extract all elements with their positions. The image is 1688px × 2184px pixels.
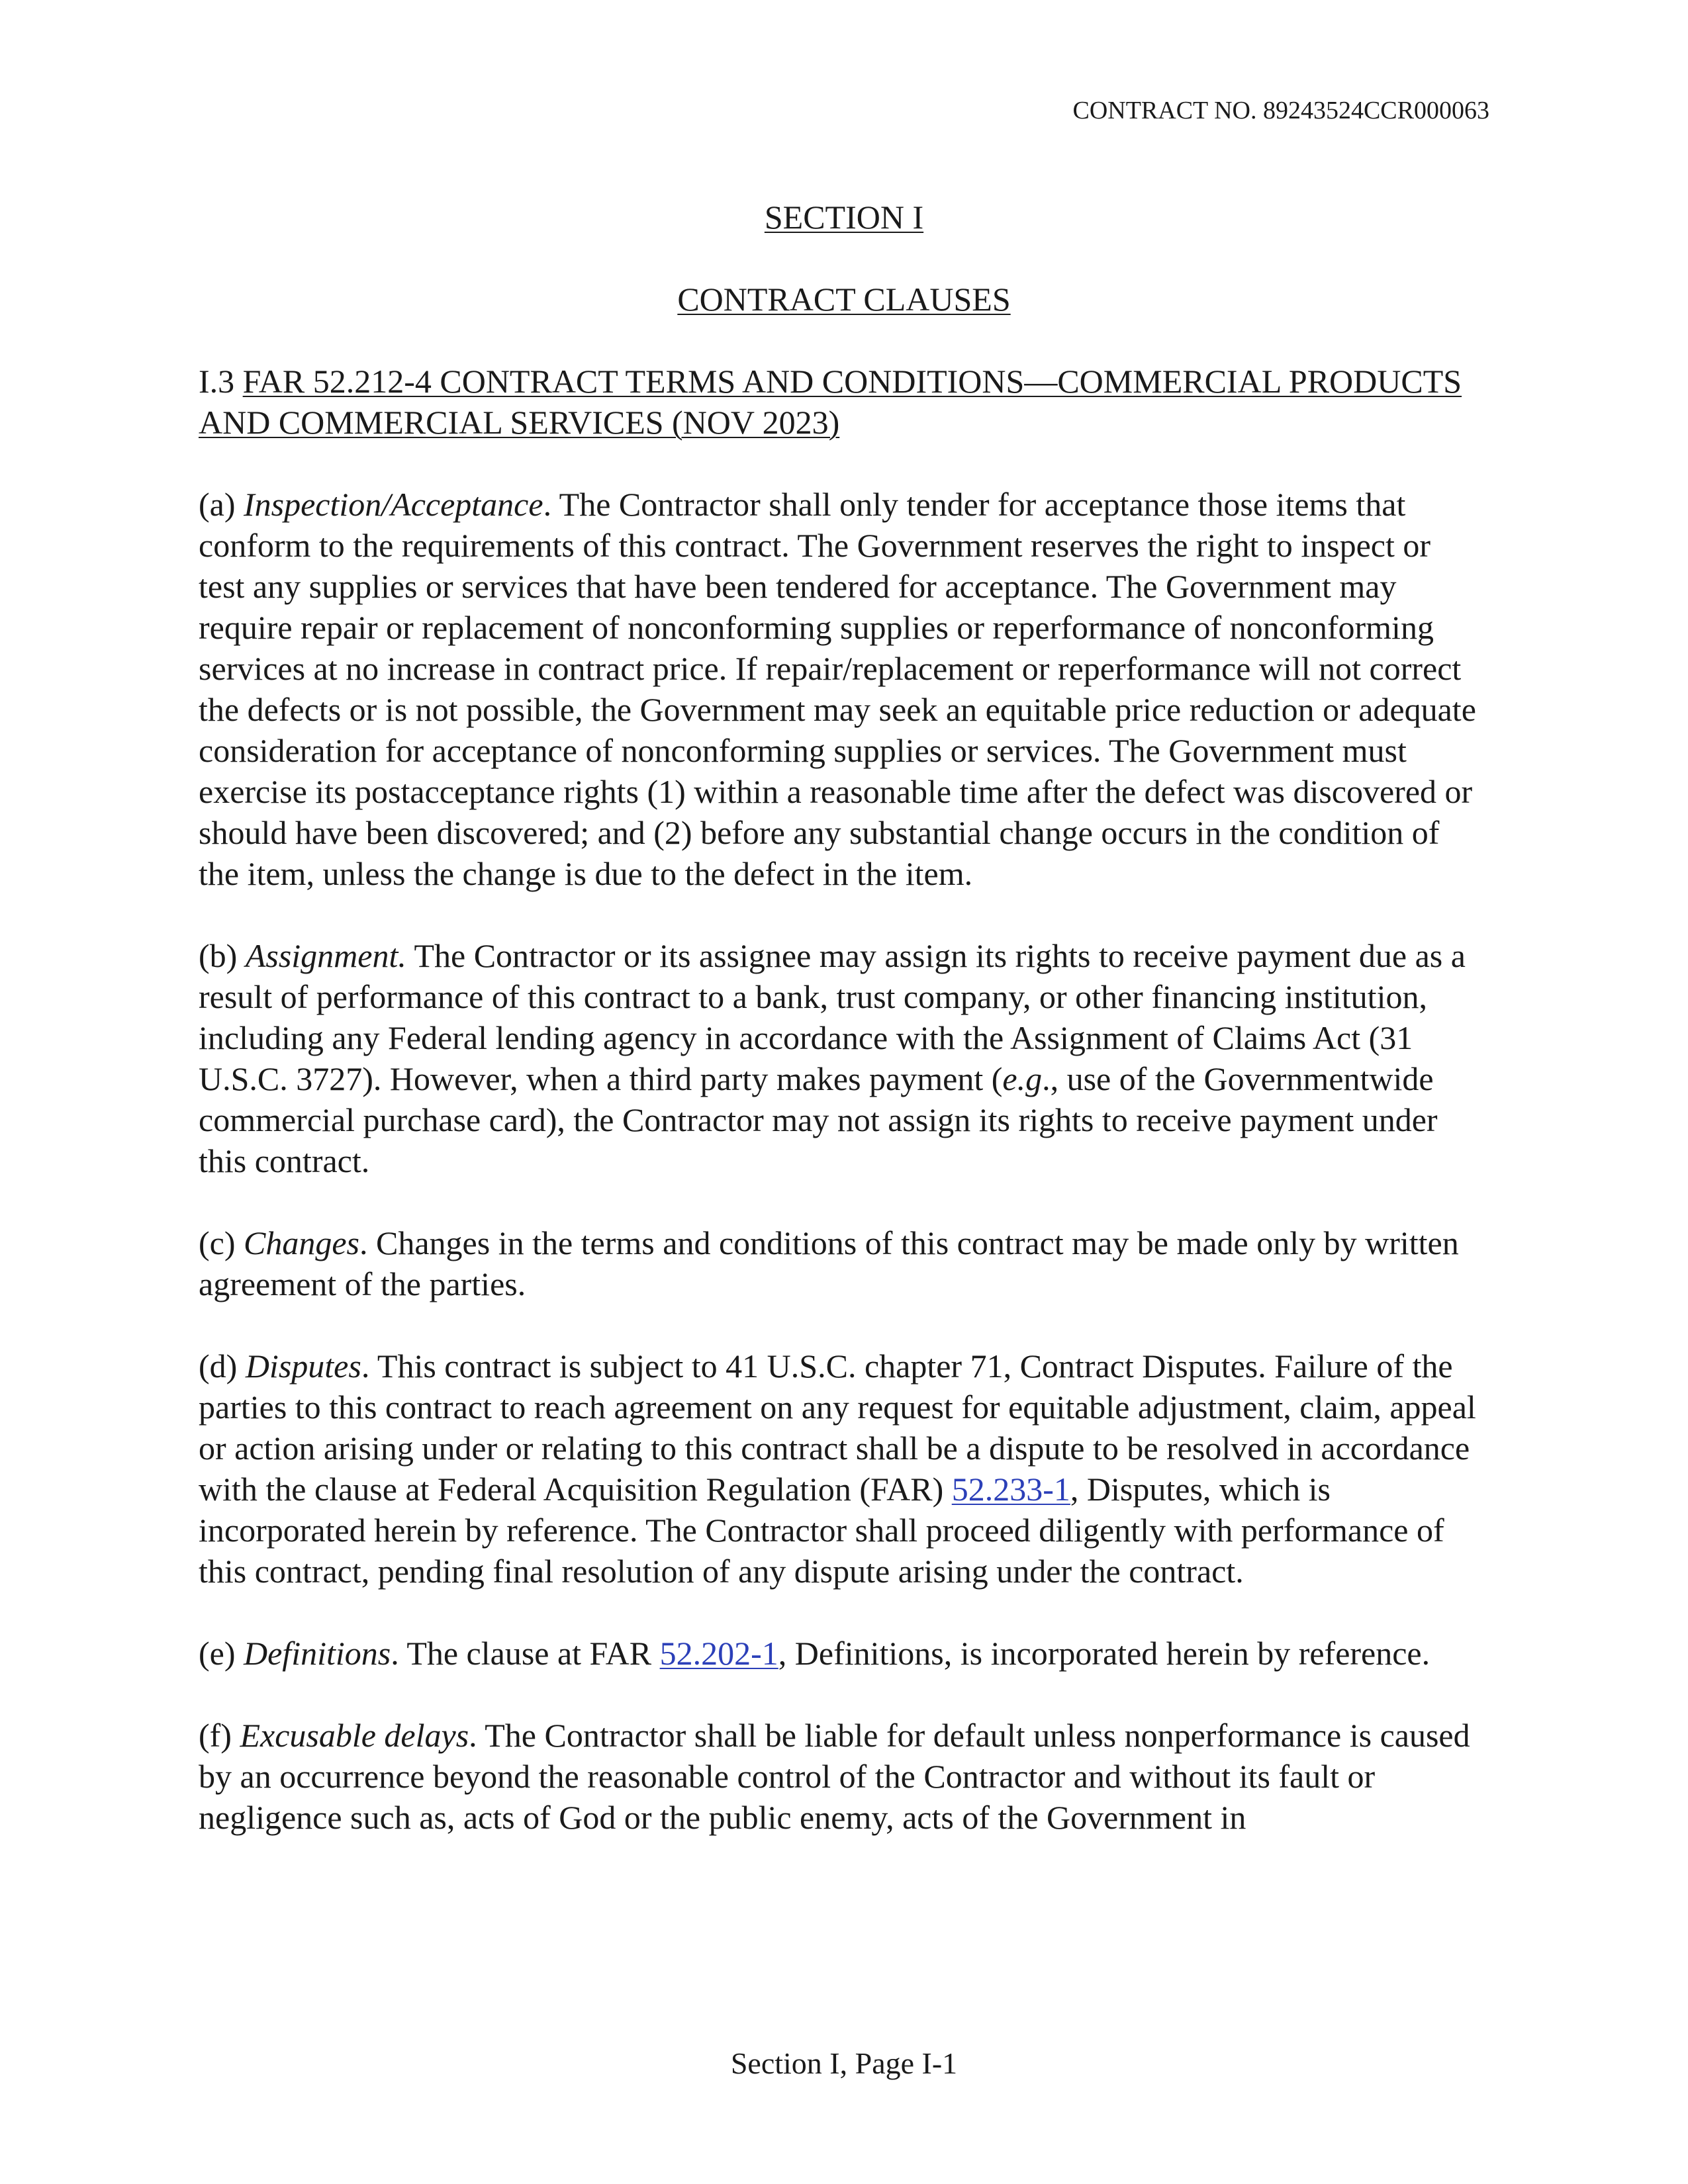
paragraph-e-heading: Definitions <box>244 1635 391 1672</box>
paragraph-d-text-1: . This contract is subject to 41 U.S.C. chapter 71, Contract Disputes. Failure of the parties to this contract to reach agreement on any request for equitable adjustment, claim, appeal or action arising under or relating to this contract shall be a dispute to be resolved in accordance with the clause at Federal Acquisition Regulation (FAR) <box>199 1347 1476 1508</box>
far-52-202-1-link[interactable]: 52.202-1 <box>659 1635 778 1672</box>
paragraph-b-eg: e.g <box>1002 1060 1043 1097</box>
clause-title: FAR 52.212-4 CONTRACT TERMS AND CONDITIONS—COMMERCIAL PRODUCTS AND COMMERCIAL SERVICES (NOV 2023) <box>199 363 1462 441</box>
section-title-text: SECTION I <box>764 199 924 236</box>
paragraph-c-heading: Changes <box>244 1224 359 1261</box>
paragraph-e-text-2: , Definitions, is incorporated herein by reference. <box>778 1635 1430 1672</box>
paragraph-b-text-1: The Contractor or its assignee may assign its rights to receive payment due as a result of performance of this contract to a bank, trust company, or other financing institution, including any Federal lending agency in accordance with the Assignment of Claims Act (31 U.S.C. 3727). However, when a third party makes payment ( <box>199 937 1466 1097</box>
paragraph-c-text: . Changes in the terms and conditions of this contract may be made only by written agreement of the parties. <box>199 1224 1459 1302</box>
paragraph-d-text-2: , Disputes, which is incorporated herein by reference. The Contractor shall proceed diligently with performance of this contract, pending final resolution of any dispute arising under the contract. <box>199 1471 1444 1590</box>
paragraph-f <box>199 1715 1476 1838</box>
page-footer: Section I, Page I-1 <box>730 2046 958 2080</box>
paragraph-f-label: (f) <box>199 1717 240 1754</box>
paragraph-f-text: . The Contractor shall be liable for default unless nonperformance is caused by an occurrence beyond the reasonable control of the Contractor and without its fault or negligence such as, acts of God or the public enemy, acts of the Government in <box>199 1717 1470 1836</box>
section-subtitle <box>0 283 1688 316</box>
section-title <box>0 201 1688 234</box>
clause-heading <box>199 361 1476 443</box>
paragraph-e-text-1: . The clause at FAR <box>391 1635 660 1672</box>
paragraph-b <box>199 935 1476 1181</box>
paragraph-e-label: (e) <box>199 1635 244 1672</box>
paragraph-d-heading: Disputes <box>245 1347 361 1385</box>
paragraph-a-text: . The Contractor shall only tender for acceptance those items that conform to the requirements of this contract. The Government reserves the right to inspect or test any supplies or services that have been tendered for acceptance. The Government may require repair or replacement of nonconforming supplies or reperformance of nonconforming services at no increase in contract price. If repair/replacement or reperformance will not correct the defects or is not possible, the Government may seek an equitable price reduction or adequate consideration for acceptance of nonconforming supplies or services. The Government must exercise its postacceptance rights (1) within a reasonable time after the defect was discovered or should have been discovered; and (2) before any substantial change occurs in the condition of the item, unless the change is due to the defect in the item. <box>199 486 1476 892</box>
document-body <box>199 361 1476 1838</box>
paragraph-b-text-2: ., use of the Governmentwide commercial purchase card), the Contractor may not assign its rights to receive payment under this contract. <box>199 1060 1438 1179</box>
paragraph-a <box>199 484 1476 894</box>
far-52-233-1-link[interactable]: 52.233-1 <box>951 1471 1070 1508</box>
paragraph-e <box>199 1633 1476 1674</box>
contract-number: CONTRACT NO. 89243524CCR000063 <box>1072 97 1489 124</box>
paragraph-f-heading: Excusable delays <box>240 1717 469 1754</box>
paragraph-b-heading: Assignment. <box>245 937 406 974</box>
paragraph-d <box>199 1345 1476 1592</box>
clause-number: I.3 <box>199 363 243 400</box>
paragraph-b-label: (b) <box>199 937 246 974</box>
paragraph-d-label: (d) <box>199 1347 246 1385</box>
paragraph-c <box>199 1222 1476 1304</box>
section-subtitle-text: CONTRACT CLAUSES <box>677 281 1011 318</box>
paragraph-a-heading: Inspection/Acceptance <box>244 486 543 523</box>
paragraph-a-label: (a) <box>199 486 244 523</box>
paragraph-c-label: (c) <box>199 1224 244 1261</box>
